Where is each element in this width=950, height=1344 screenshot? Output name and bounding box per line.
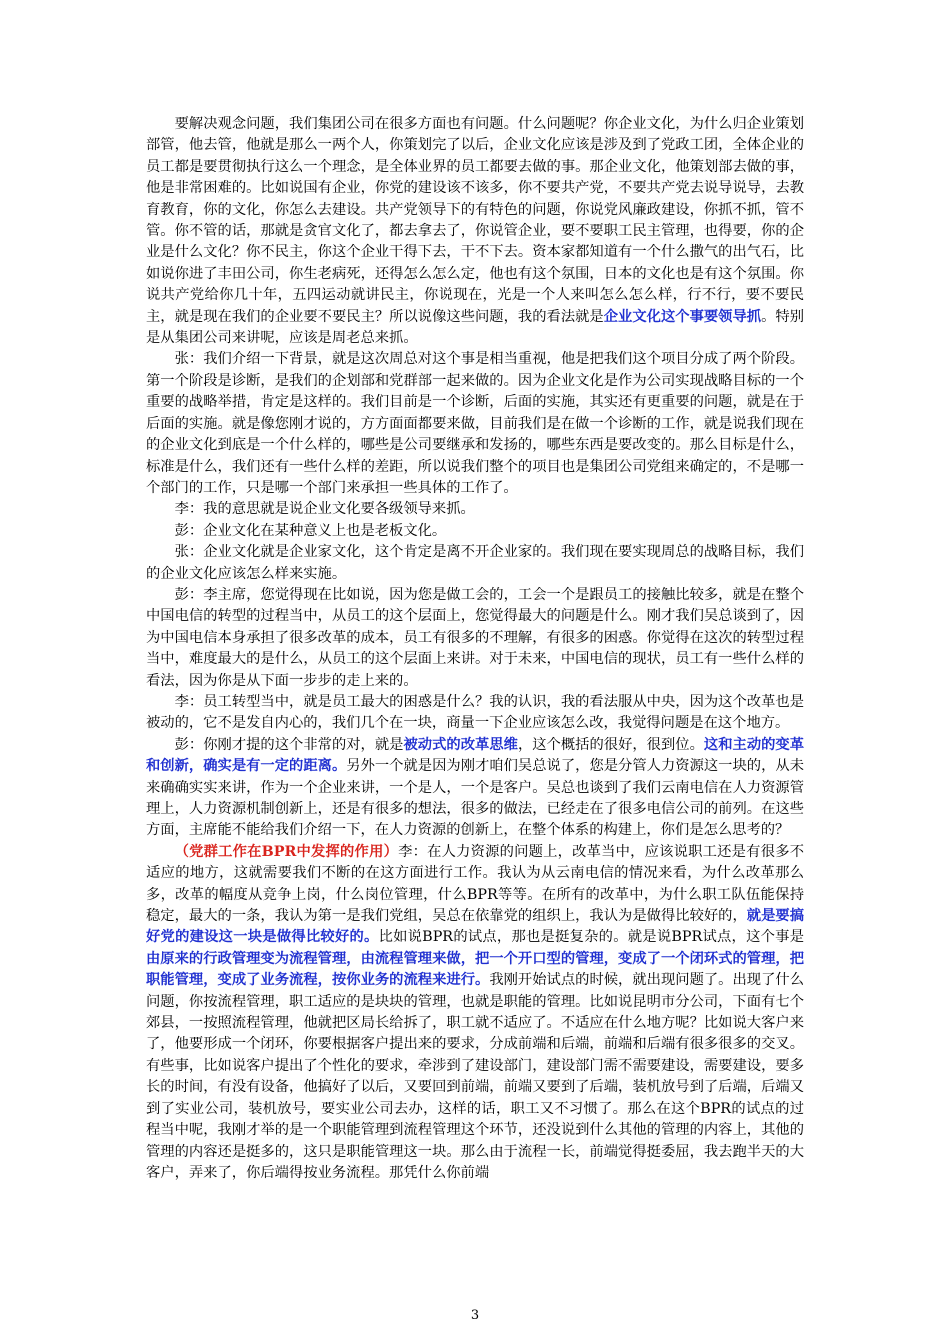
page-number: 3 <box>470 1308 480 1323</box>
paragraph-text: 李：在人力资源的问题上，改革当中，应该说职工还是有很多不适应的地方，这就需要我们不断的在这方面进行工作。我认为从云南电信的情况来看，为什么改革那么多，改革的幅度从竞争上岗，什么岗位管理，什么BPR等等。在所有的改革中，为什么职工队伍能保持稳定，最大的一条，我认为第一是我们党组，吴总在依靠党的组织上，我认为是做得比较好的， <box>146 843 804 925</box>
paragraph-text: 要解决观念问题，我们集团公司在很多方面也有问题。什么问题呢？你企业文化，为什么归企业策划部管，他去管，他就是那么一两个人，你策划完了以后，企业文化应该是涉及到了党政工团，全体企业的员工都是要贯彻执行这么一个理念，是全体业界的员工都要去做的事。那企业文化，他策划部去做的事，他是非常困难的。比如说国有企业，你党的建设该不该多，你不要共产党，不要共产党去说导说导，去教育教育，你的文化，你怎么去建设。共产党领导下的有特色的问题，你说党风廉政建设，你抓不抓，管不管。你不管的话，那就是贪官文化了，都去拿去了，你说管企业，要不要职工民主管理，也得要，你的企业是什么文化？你不民主，你这个企业干得下去，干不下去。资本家都知道有一个什么撒气的出气石，比如说你进了丰田公司，你生老病死，还得怎么怎么定，他也有这个氛围，日本的文化也是有这个氛围。你说共产党给你几十年，五四运动就讲民主，你说现在，光是一个人来叫怎么怎么样，行不行，要不要民主，就是现在我们的企业要不要民主？所以说像这些问题，我的看法就是 <box>146 116 804 325</box>
paragraph-text: 我刚开始试点的时候，就出现问题了。出现了什么问题，你按流程管理，职工适应的是块块的管理，也就是职能的管理。比如说昆明市分公司，下面有七个郊县，一按照流程管理，他就把区局长给拆了，职工就不适应了。不适应在什么地方呢？比如说大客户来了，他要形成一个闭环，你要根据客户提出来的要求，分成前端和后端，前端和后端有很多很多的交叉。有些事，比如说客户提出了个性化的要求，牵涉到了建设部门，建设部门需不需要建设，需要建设，要多长的时间，有没有设备，他搞好了以后，又要回到前端，前端又要到了后端，装机放号到了后端，后端又到了实业公司，装机放号，要实业公司去办，这样的话，职工又不习惯了。那么在这个BPR的试点的过程当中呢，我刚才举的是一个职能管理到流程管理这个环节，还没说到什么其他的管理的内容上，其他的管理的内容还是挺多的，这只是职能管理这一块。那么由于流程一长，前端觉得挺委屈，我去跑半天的大客户，弄来了，你后端得按业务流程。那凭什么你前端 <box>146 972 805 1181</box>
section-annotation: （党群工作在BPR中发挥的作用） <box>174 843 399 860</box>
paragraph-text: 比如说BPR的试点，那也是挺复杂的。就是说BPR试点，这个事是 <box>378 929 804 946</box>
highlighted-text: 这和主动的变革和创新，确实是有一定的距离。 <box>146 736 805 775</box>
paragraph-text: 彭：你刚才提的这个非常的对，就是 <box>174 736 404 753</box>
highlighted-text: 由原来的行政管理变为流程管理，由流程管理来做，把一个开口型的管理，变成了一个闭环式的管理，把职能管理，变成了业务流程，按你业务的流程来进行。 <box>146 950 804 989</box>
highlighted-text: 就是要搞好党的建设这一块是做得比较好的。 <box>146 908 805 946</box>
paragraph <box>146 735 804 842</box>
paragraph <box>146 542 804 585</box>
highlighted-text: 被动式的改革思维 <box>403 736 518 753</box>
highlighted-text: 企业文化这个事要领导抓 <box>603 308 762 325</box>
paragraph-text: 李：我的意思就是说企业文化要各级领导来抓。 <box>174 501 475 518</box>
paragraph <box>146 521 804 542</box>
paragraph <box>146 585 804 692</box>
paragraph-text: ，这个概括的很好，很到位。 <box>517 736 704 753</box>
paragraph-text: 另外一个就是因为刚才咱们吴总说了，您是分管人力资源这一块的，从未来确确实实来讲，作为一个企业来讲，一个是人，一个是客户。吴总也谈到了我们云南电信在人力资源管理上，人力资源机制创新上，还是有很多的想法，很多的做法，已经走在了很多电信公司的前列。在这些方面，主席能不能给我们介绍一下，在人力资源的创新上，在整个体系的构建上，你们是怎么思考的？ <box>146 758 804 839</box>
paragraph <box>146 114 804 349</box>
paragraph <box>146 349 804 499</box>
document-body <box>146 114 804 1184</box>
paragraph-text: 张：企业文化就是企业家文化，这个肯定是离不开企业家的。我们现在要实现周总的战略目标，我们的企业文化应该怎么样来实施。 <box>146 544 804 582</box>
paragraph-text: 彭：李主席，您觉得现在比如说，因为您是做工会的，工会一个是跟员工的接触比较多，就是在整个中国电信的转型的过程当中，从员工的这个层面上，您觉得最大的问题是什么。刚才我们吴总谈到了，因为中国电信本身承担了很多改革的成本，员工有很多的不理解，有很多的困惑。你觉得在这次的转型过程当中，难度最大的是什么，从员工的这个层面上来讲。对于未来，中国电信的现状，员工有一些什么样的看法，因为你是从下面一步步的走上来的。 <box>146 586 804 689</box>
paragraph <box>146 499 804 520</box>
paragraph-text: 彭：企业文化在某种意义上也是老板文化。 <box>174 522 447 539</box>
paragraph <box>146 692 804 735</box>
paragraph <box>146 842 804 1185</box>
paragraph-text: 李：员工转型当中，就是员工最大的困惑是什么？我的认识，我的看法服从中央，因为这个改革也是被动的，它不是发自内心的，我们几个在一块，商量一下企业应该怎么改，我觉得问题是在这个地方。 <box>146 693 804 732</box>
paragraph-text: 。特别是从集团公司来讲呢，应该是周老总来抓。 <box>146 308 805 347</box>
paragraph-text: 张：我们介绍一下背景，就是这次周总对这个事是相当重视，他是把我们这个项目分成了两个阶段。第一个阶段是诊断，是我们的企划部和党群部一起来做的。因为企业文化是作为公司实现战略目标的一个重要的战略举措，肯定是这样的。我们目前是一个诊断，后面的实施，其实还有更重要的问题，就是在于后面的实施。就是像您刚才说的，方方面面都要来做，目前我们是在做一个诊断的工作，就是说我们现在的企业文化到底是一个什么样的，哪些是公司要继承和发扬的，哪些东西是要改变的。那么目标是什么，标准是什么，我们还有一些什么样的差距，所以说我们整个的项目也是集团公司党组来确定的，不是哪一个部门的工作，只是哪一个部门来承担一些具体的工作了。 <box>146 351 804 496</box>
